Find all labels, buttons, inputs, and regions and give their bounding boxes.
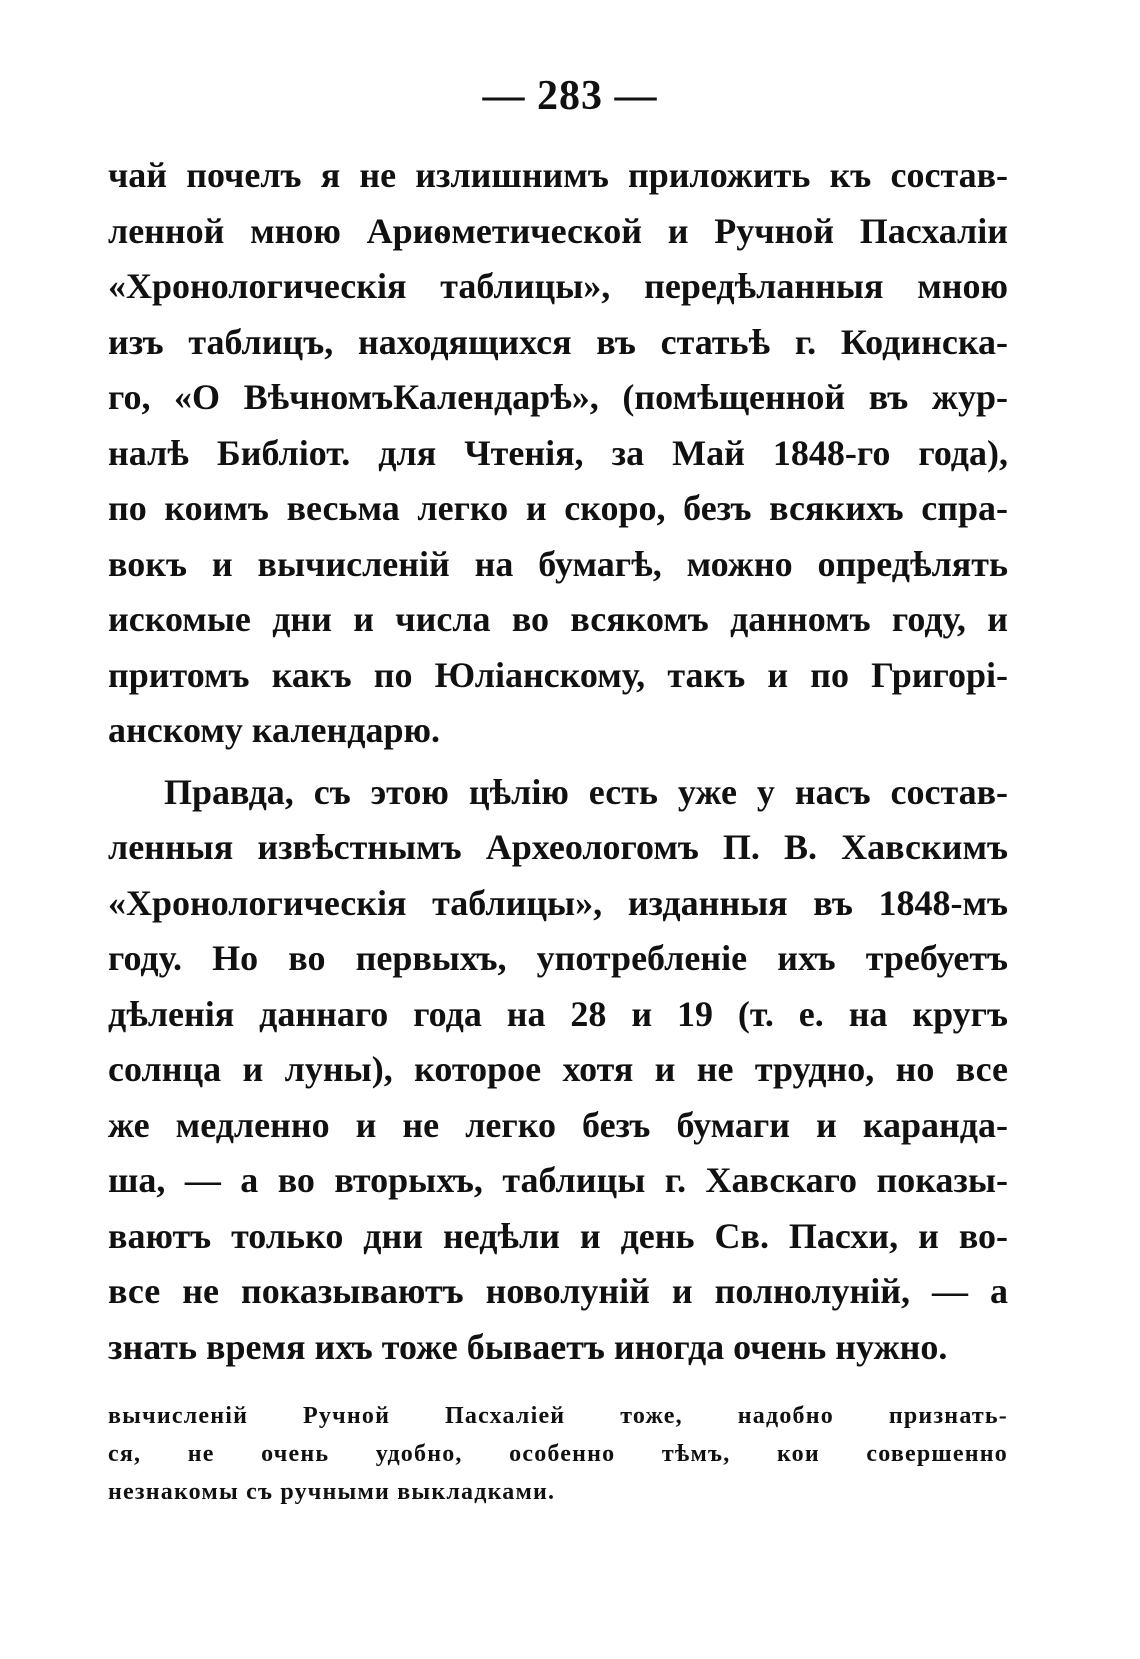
text-line: «Хронологическія таблицы», передѣланныя мною [108, 266, 1008, 306]
text-line: солнца и луны), которое хотя и не трудно, но все [108, 1049, 1008, 1089]
text-line: изъ таблицъ, находящихся въ статьѣ г. Кодинска- [108, 321, 1008, 362]
text-line: искомые дни и числа во всякомъ данномъ году, и [108, 599, 1008, 639]
text-line: знать время ихъ тоже бываетъ иногда очень нужно. [108, 1326, 948, 1367]
text-line: Правда, съ этою цѣлію есть уже у насъ состав- [164, 771, 1008, 812]
text-line: ша, — а во вторыхъ, таблицы г. Хавскаго показы- [108, 1160, 1008, 1200]
text-line: налѣ Библіот. для Чтенія, за Май 1848-го года), [108, 432, 1008, 473]
text-line: ленной мною Ариѳметической и Ручной Пасхаліи [108, 210, 1008, 251]
text-line: дѣленія даннаго года на 28 и 19 (т. е. на кругъ [108, 993, 1008, 1034]
paragraph-2 [108, 765, 1008, 1376]
text-line: анскому календарю. [108, 710, 440, 750]
text-line: чай почелъ я не излишнимъ приложить къ состав- [108, 155, 1008, 195]
footnote-line: ся, не очень удобно, особенно тѣмъ, кои совершенно [108, 1441, 1008, 1467]
text-line: притомъ какъ по Юліанскому, такъ и по Григорі- [108, 654, 1008, 695]
text-line: году. Но во первыхъ, употребленіе ихъ требуетъ [108, 938, 1008, 978]
footnote [108, 1397, 1008, 1511]
text-line: вокъ и вычисленій на бумагѣ, можно опредѣлять [108, 543, 1008, 584]
text-line: все не показываютъ новолуній и полнолуній, — а [108, 1271, 1008, 1311]
footnote-line: вычисленій Ручной Пасхаліей тоже, надобно признать- [108, 1403, 1008, 1429]
paragraph-1 [108, 148, 1008, 759]
text-line: по коимъ весьма легко и скоро, безъ всякихъ спра- [108, 488, 1008, 528]
footnote-line: незнакомы съ ручными выкладками. [108, 1479, 556, 1505]
main-text [108, 148, 1008, 1375]
text-line: же медленно и не легко безъ бумаги и каранда- [108, 1104, 1008, 1145]
text-line: «Хронологическія таблицы», изданныя въ 1848-мъ [108, 882, 1008, 923]
text-line: ваютъ только дни недѣли и день Св. Пасхи, и во- [108, 1215, 1008, 1256]
text-line: го, «О ВѣчномъКалендарѣ», (помѣщенной въ жур- [108, 377, 1008, 417]
text-line: ленныя извѣстнымъ Археологомъ П. В. Хавскимъ [108, 827, 1008, 867]
page-number: — 283 — [482, 73, 658, 119]
